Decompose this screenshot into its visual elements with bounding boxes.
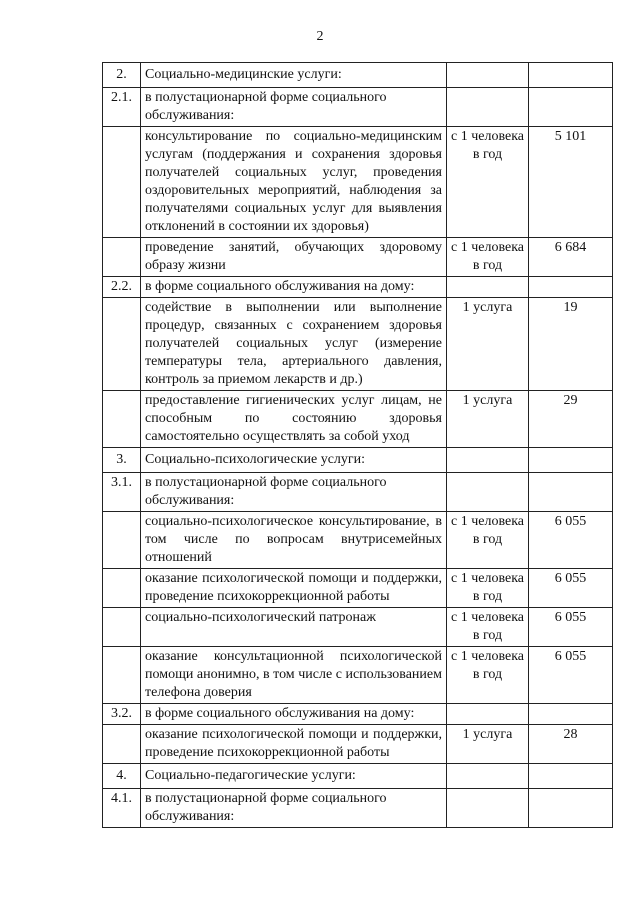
- table-row: [103, 512, 613, 569]
- table-row: [103, 298, 613, 391]
- row-number: 3.1.: [103, 473, 141, 512]
- value-cell: 6 055: [529, 647, 613, 704]
- table-row: [103, 569, 613, 608]
- value-cell: 28: [529, 725, 613, 764]
- row-number: 4.1.: [103, 789, 141, 828]
- unit-cell: с 1 человека в год: [447, 127, 529, 238]
- unit-cell: с 1 человека в год: [447, 608, 529, 647]
- unit-cell: 1 услуга: [447, 725, 529, 764]
- value-cell: 29: [529, 391, 613, 448]
- value-cell: [529, 789, 613, 828]
- unit-cell: [447, 277, 529, 298]
- service-name: социально-психологический патронаж: [141, 608, 447, 647]
- unit-cell: с 1 человека в год: [447, 238, 529, 277]
- page-number: 2: [316, 29, 324, 44]
- unit-cell: [447, 448, 529, 473]
- service-name: консультирование по социально-медицинским услугам (поддержания и сохранения здоровья получателей социальных услуг, проведения оздоровительных мероприятий, наблюдения за получателями социальных услуг для выявления отклонений в состоянии их здоровья): [141, 127, 447, 238]
- row-number: [103, 569, 141, 608]
- row-number: [103, 647, 141, 704]
- row-number: [103, 391, 141, 448]
- service-name: в форме социального обслуживания на дому:: [141, 277, 447, 298]
- row-number: [103, 127, 141, 238]
- table-row: [103, 391, 613, 448]
- service-name: Социально-психологические услуги:: [141, 448, 447, 473]
- table-row: [103, 647, 613, 704]
- service-name: проведение занятий, обучающих здоровому образу жизни: [141, 238, 447, 277]
- table-row: [103, 63, 613, 88]
- row-number: [103, 298, 141, 391]
- value-cell: [529, 473, 613, 512]
- table-row: [103, 608, 613, 647]
- unit-cell: [447, 764, 529, 789]
- unit-cell: 1 услуга: [447, 298, 529, 391]
- row-number: 3.: [103, 448, 141, 473]
- unit-cell: [447, 473, 529, 512]
- unit-cell: [447, 704, 529, 725]
- row-number: 2.1.: [103, 88, 141, 127]
- service-name: в полустационарной форме социального обслуживания:: [141, 789, 447, 828]
- service-name: Социально-педагогические услуги:: [141, 764, 447, 789]
- service-name: в форме социального обслуживания на дому:: [141, 704, 447, 725]
- service-name: оказание психологической помощи и поддержки, проведение психокоррекционной работы: [141, 725, 447, 764]
- table-row: [103, 473, 613, 512]
- row-number: [103, 725, 141, 764]
- value-cell: [529, 448, 613, 473]
- service-name: Социально-медицинские услуги:: [141, 63, 447, 88]
- value-cell: 6 055: [529, 512, 613, 569]
- table-row: [103, 127, 613, 238]
- table-row: [103, 704, 613, 725]
- value-cell: [529, 277, 613, 298]
- row-number: [103, 238, 141, 277]
- service-name: оказание консультационной психологической помощи анонимно, в том числе с использованием телефона доверия: [141, 647, 447, 704]
- value-cell: [529, 88, 613, 127]
- table-row: [103, 88, 613, 127]
- unit-cell: с 1 человека в год: [447, 647, 529, 704]
- services-table: [102, 62, 613, 828]
- value-cell: [529, 63, 613, 88]
- row-number: 3.2.: [103, 704, 141, 725]
- service-name: в полустационарной форме социального обслуживания:: [141, 473, 447, 512]
- row-number: [103, 608, 141, 647]
- service-name: в полустационарной форме социального обслуживания:: [141, 88, 447, 127]
- unit-cell: [447, 63, 529, 88]
- value-cell: 6 055: [529, 569, 613, 608]
- value-cell: [529, 764, 613, 789]
- row-number: 2.: [103, 63, 141, 88]
- value-cell: 19: [529, 298, 613, 391]
- value-cell: [529, 704, 613, 725]
- table-row: [103, 277, 613, 298]
- unit-cell: с 1 человека в год: [447, 512, 529, 569]
- unit-cell: 1 услуга: [447, 391, 529, 448]
- table-row: [103, 238, 613, 277]
- value-cell: 6 055: [529, 608, 613, 647]
- unit-cell: [447, 88, 529, 127]
- table-row: [103, 725, 613, 764]
- row-number: [103, 512, 141, 569]
- service-name: предоставление гигиенических услуг лицам, не способным по состоянию здоровья самостоятельно осуществлять за собой уход: [141, 391, 447, 448]
- row-number: 2.2.: [103, 277, 141, 298]
- value-cell: 5 101: [529, 127, 613, 238]
- service-name: оказание психологической помощи и поддержки, проведение психокоррекционной работы: [141, 569, 447, 608]
- table-row: [103, 789, 613, 828]
- table-row: [103, 764, 613, 789]
- row-number: 4.: [103, 764, 141, 789]
- service-name: содействие в выполнении или выполнение процедур, связанных с сохранением здоровья получателей социальных услуг (измерение температуры тела, артериального давления, контроль за приемом лекарств и др.): [141, 298, 447, 391]
- table-row: [103, 448, 613, 473]
- unit-cell: [447, 789, 529, 828]
- service-name: социально-психологическое консультирование, в том числе по вопросам внутрисемейных отношений: [141, 512, 447, 569]
- value-cell: 6 684: [529, 238, 613, 277]
- unit-cell: с 1 человека в год: [447, 569, 529, 608]
